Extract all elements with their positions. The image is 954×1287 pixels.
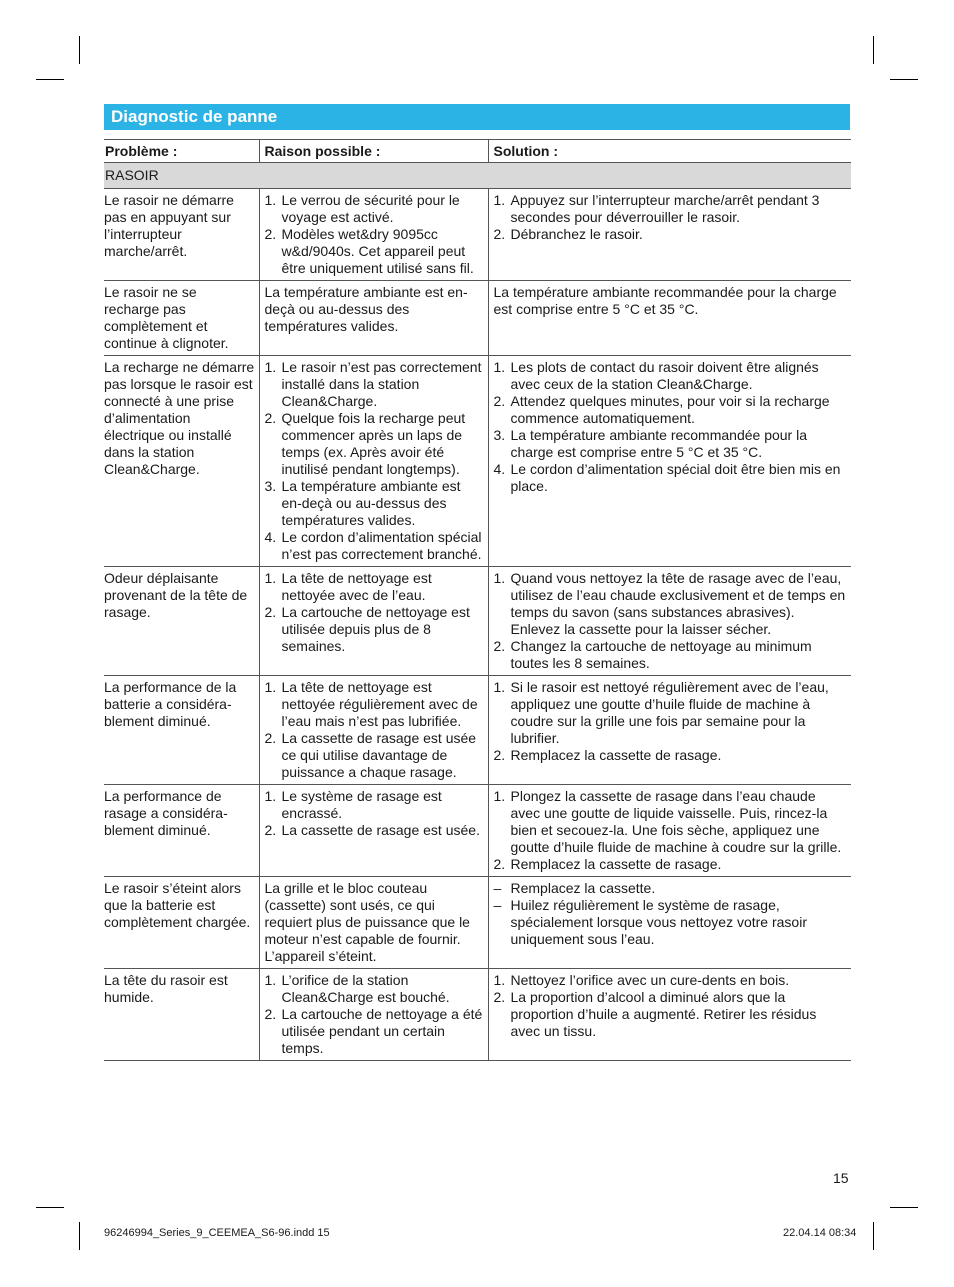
list-marker: 1. — [493, 788, 506, 804]
crop-mark — [79, 1222, 80, 1250]
list-item — [265, 226, 484, 277]
list-item — [265, 822, 484, 839]
list-text: Les plots de contact du rasoir doivent être alignés avec ceux de la station Clean&Charge. — [510, 359, 819, 392]
list-marker: 2. — [493, 393, 506, 409]
list-text: Plongez la cassette de rasage dans l’eau chaude avec une goutte de liquide vaisselle. Puis, rincez-la bien et secouez-la. Une fois sèche, appliquez une goutte d’huile fluide de machine à coudre sur la grille. — [510, 788, 842, 855]
list-text: Débranchez le rasoir. — [510, 226, 643, 242]
list-marker: 1. — [264, 570, 277, 586]
list-item — [265, 788, 484, 822]
header-solution: Solution : — [488, 140, 851, 163]
list-item — [494, 570, 848, 638]
solution-cell — [488, 189, 851, 281]
item-list — [494, 192, 848, 243]
list-item — [494, 989, 848, 1040]
list-text: Quand vous nettoyez la tête de rasage avec de l’eau, utilisez de l’eau chaude exclusivement et de temps en temps du savon (sans substances abrasives). Enlevez la cassette pour la laisser sécher. — [510, 570, 846, 637]
list-text: La cassette de rasage est usée ce qui utilise davantage de puissance a chaque rasage. — [281, 730, 477, 780]
section-title: Diagnostic de panne — [104, 104, 850, 130]
list-text: Le rasoir n’est pas correctement installé dans la station Clean&Charge. — [281, 359, 482, 409]
list-marker: 4. — [264, 529, 277, 545]
list-text: Changez la cartouche de nettoyage au minimum toutes les 8 semaines. — [510, 638, 812, 671]
list-marker: 4. — [493, 461, 506, 477]
list-text: La tête de nettoyage est nettoyée avec de l’eau. — [281, 570, 432, 603]
list-item — [265, 359, 484, 410]
list-marker: 2. — [264, 410, 277, 426]
list-item — [265, 410, 484, 478]
solution-cell — [488, 969, 851, 1061]
list-item — [494, 788, 848, 856]
list-text: Remplacez la cassette de rasage. — [510, 747, 722, 763]
list-text: La température ambiante est en-deçà ou au-dessus des températures valides. — [281, 478, 461, 528]
solution-cell — [488, 785, 851, 877]
list-marker: 2. — [264, 226, 277, 242]
list-item — [494, 226, 848, 243]
list-text: Le cordon d’alimentation spécial n’est pas correctement branché. — [281, 529, 482, 562]
list-marker: 2. — [264, 730, 277, 746]
crop-mark — [890, 1207, 918, 1208]
table-row — [104, 785, 851, 877]
crop-mark — [36, 1207, 64, 1208]
category-label: RASOIR — [104, 163, 851, 189]
reason-cell — [259, 281, 488, 356]
table-row — [104, 189, 851, 281]
crop-mark — [36, 79, 64, 80]
list-marker: 3. — [493, 427, 506, 443]
header-reason: Raison possible : — [259, 140, 488, 163]
list-marker: 2. — [493, 747, 506, 763]
table-row — [104, 676, 851, 785]
reason-text: La grille et le bloc couteau (cassette) sont usés, ce qui requiert plus de puissance que le moteur n’est capable de fournir. L’appareil s’éteint. — [264, 880, 470, 964]
list-text: Le cordon d’alimentation spécial doit être bien mis en place. — [510, 461, 841, 494]
solution-text: La température ambiante recommandée pour la charge est comprise entre 5 °C et 35 °C. — [493, 284, 837, 317]
item-list — [494, 788, 848, 873]
list-marker: 1. — [493, 679, 506, 695]
list-item — [494, 638, 848, 672]
reason-cell — [259, 785, 488, 877]
table-row — [104, 356, 851, 567]
problem-cell: Le rasoir ne démarre pas en appuyant sur l’interrupteur marche/arrêt. — [104, 189, 259, 281]
list-marker: 1. — [264, 788, 277, 804]
footer-file-info: 96246994_Series_9_CEEMEA_S6-96.indd 15 — [104, 1227, 330, 1239]
list-item — [265, 1006, 484, 1057]
table-row — [104, 877, 851, 969]
item-list — [265, 359, 484, 563]
item-list — [265, 679, 484, 781]
list-marker: – — [493, 897, 502, 913]
reason-text: La température ambiante est en-deçà ou au-dessus des températures valides. — [264, 284, 468, 334]
problem-cell: La tête du rasoir est humide. — [104, 969, 259, 1061]
reason-cell — [259, 969, 488, 1061]
reason-cell — [259, 567, 488, 676]
list-item — [265, 679, 484, 730]
item-list — [265, 192, 484, 277]
solution-cell — [488, 877, 851, 969]
reason-cell — [259, 189, 488, 281]
list-text: La température ambiante recommandée pour la charge est comprise entre 5 °C et 35 °C. — [510, 427, 808, 460]
item-list — [265, 788, 484, 839]
item-list — [265, 972, 484, 1057]
list-item — [494, 897, 848, 948]
crop-mark — [873, 1222, 874, 1250]
category-row — [104, 163, 851, 189]
header-problem: Problème : — [104, 140, 259, 163]
list-marker: 1. — [493, 359, 506, 375]
list-item — [494, 192, 848, 226]
list-text: La cartouche de nettoyage a été utilisée pendant un certain temps. — [281, 1006, 483, 1056]
list-item — [265, 529, 484, 563]
item-list — [494, 679, 848, 764]
item-list — [494, 972, 848, 1040]
list-item — [265, 972, 484, 1006]
list-marker: 2. — [493, 226, 506, 242]
crop-mark — [873, 36, 874, 64]
list-marker: 2. — [264, 1006, 277, 1022]
list-item — [494, 856, 848, 873]
list-text: La proportion d’alcool a diminué alors que la proportion d’huile a augmenté. Retirer les résidus avec un tissu. — [510, 989, 817, 1039]
list-text: Remplacez la cassette de rasage. — [510, 856, 722, 872]
list-text: Le système de rasage est encrassé. — [281, 788, 442, 821]
list-item — [494, 880, 848, 897]
list-text: La tête de nettoyage est nettoyée régulièrement avec de l’eau mais n’est pas lubrifiée. — [281, 679, 478, 729]
list-marker: 2. — [493, 638, 506, 654]
list-text: Nettoyez l’orifice avec un cure-dents en bois. — [510, 972, 790, 988]
list-text: La cartouche de nettoyage est utilisée depuis plus de 8 semaines. — [281, 604, 470, 654]
list-text: Le verrou de sécurité pour le voyage est activé. — [281, 192, 460, 225]
list-marker: 3. — [264, 478, 277, 494]
solution-cell — [488, 281, 851, 356]
page-number: 15 — [833, 1170, 849, 1186]
list-item — [265, 478, 484, 529]
list-item — [494, 679, 848, 747]
solution-cell — [488, 676, 851, 785]
problem-cell: Le rasoir s’éteint alors que la batterie est complètement chargée. — [104, 877, 259, 969]
list-marker: 1. — [264, 192, 277, 208]
problem-cell: Odeur déplaisante provenant de la tête de rasage. — [104, 567, 259, 676]
list-item — [494, 461, 848, 495]
item-list — [494, 570, 848, 672]
reason-cell — [259, 356, 488, 567]
crop-mark — [79, 36, 80, 64]
list-text: Huilez régulièrement le système de rasage, spécialement lorsque vous nettoyez votre rasoir uniquement sous l’eau. — [510, 897, 807, 947]
list-text: Attendez quelques minutes, pour voir si la recharge commence automatiquement. — [510, 393, 830, 426]
problem-cell: Le rasoir ne se recharge pas complètement et continue à clignoter. — [104, 281, 259, 356]
table-row — [104, 281, 851, 356]
list-marker: 2. — [264, 822, 277, 838]
list-item — [494, 972, 848, 989]
item-list — [494, 880, 848, 948]
list-item — [265, 730, 484, 781]
list-item — [265, 192, 484, 226]
footer-date: 22.04.14 08:34 — [783, 1227, 857, 1239]
list-item — [494, 427, 848, 461]
reason-cell — [259, 676, 488, 785]
problem-cell: La performance de rasage a considérablement diminué. — [104, 785, 259, 877]
list-text: La cassette de rasage est usée. — [281, 822, 480, 838]
list-item — [265, 570, 484, 604]
list-marker: 1. — [264, 972, 277, 988]
list-text: Si le rasoir est nettoyé régulièrement avec de l’eau, appliquez une goutte d’huile fluide de machine à coudre sur la grille une fois par semaine pour la lubrifier. — [510, 679, 829, 746]
solution-cell — [488, 567, 851, 676]
problem-cell: La performance de la batterie a considérablement diminué. — [104, 676, 259, 785]
list-text: Quelque fois la recharge peut commencer après un laps de temps (ex. Après avoir été inutilisé pendant longtemps). — [281, 410, 466, 477]
crop-mark — [890, 79, 918, 80]
list-marker: 2. — [493, 856, 506, 872]
item-list — [494, 359, 848, 495]
reason-cell — [259, 877, 488, 969]
list-marker: 1. — [493, 192, 506, 208]
list-marker: 1. — [264, 359, 277, 375]
list-text: Remplacez la cassette. — [510, 880, 656, 896]
list-marker: 2. — [493, 989, 506, 1005]
list-text: Appuyez sur l’interrupteur marche/arrêt pendant 3 secondes pour déverrouiller le rasoir. — [510, 192, 820, 225]
list-marker: – — [493, 880, 502, 896]
table-row — [104, 969, 851, 1061]
list-item — [494, 359, 848, 393]
list-item — [265, 604, 484, 655]
list-item — [494, 393, 848, 427]
table-row — [104, 567, 851, 676]
list-marker: 1. — [264, 679, 277, 695]
troubleshooting-table — [104, 139, 851, 1061]
list-text: Modèles wet&dry 9095cc w&d/9040s. Cet appareil peut être uniquement utilisé sans fil. — [281, 226, 474, 276]
list-marker: 1. — [493, 972, 506, 988]
list-text: L’orifice de la station Clean&Charge est bouché. — [281, 972, 450, 1005]
list-item — [494, 747, 848, 764]
table-header-row — [104, 140, 851, 163]
solution-cell — [488, 356, 851, 567]
list-marker: 2. — [264, 604, 277, 620]
problem-cell: La recharge ne démarre pas lorsque le rasoir est connecté à une prise d’alimentation électrique ou installé dans la station Clean&Charge. — [104, 356, 259, 567]
item-list — [265, 570, 484, 655]
list-marker: 1. — [493, 570, 506, 586]
